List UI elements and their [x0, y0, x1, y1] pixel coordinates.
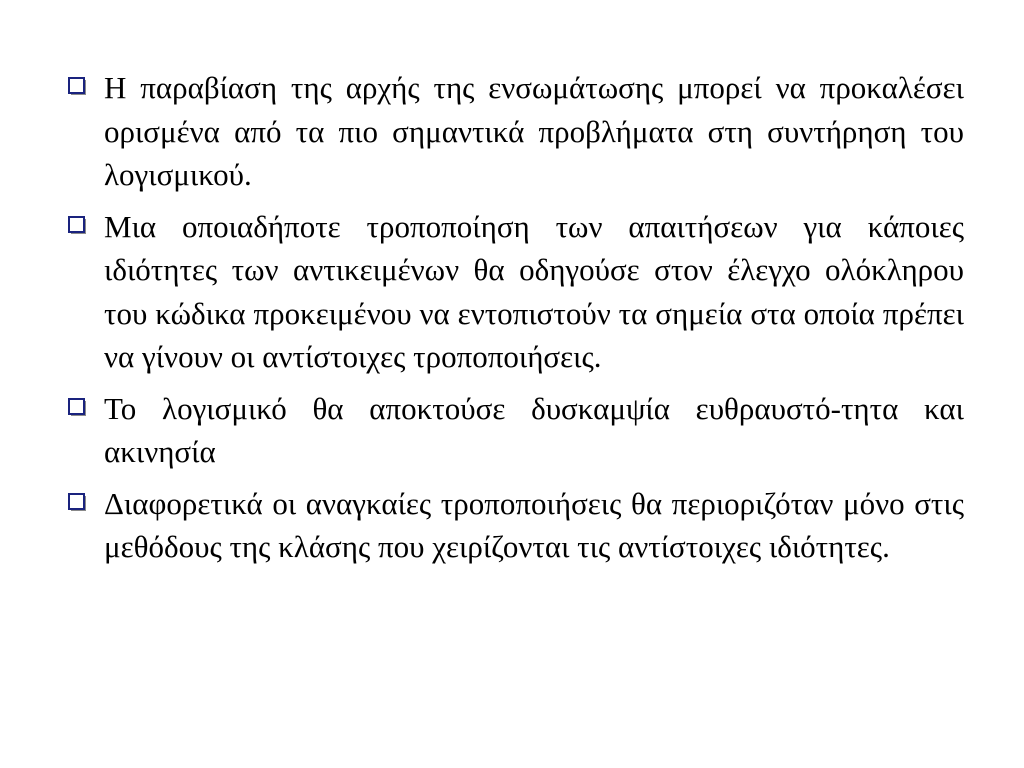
- bullet-list: [60, 66, 964, 577]
- bullet-item-4: [60, 482, 964, 569]
- bullet-item-1: [60, 66, 964, 197]
- bullet-item-3: [60, 387, 964, 474]
- bullet-item-2: [60, 205, 964, 379]
- hollow-square-bullet-icon: [68, 216, 87, 235]
- bullet-text: Διαφορετικά οι αναγκαίες τροποποιήσεις θα περιοριζόταν μόνο στις μεθόδους της κλάσης που χειρίζονται τις αντίστοιχες ιδιότητες.: [104, 485, 964, 564]
- bullet-text: Το λογισμικό θα αποκτούσε δυσκαμψία ευθραυστό-τητα και ακινησία: [104, 390, 964, 469]
- hollow-square-bullet-icon: [68, 77, 87, 96]
- hollow-square-bullet-icon: [68, 398, 87, 417]
- bullet-text: Μια οποιαδήποτε τροποποίηση των απαιτήσεων για κάποιες ιδιότητες των αντικειμένων θα οδηγούσε στον έλεγχο ολόκληρου του κώδικα προκειμένου να εντοπιστούν τα σημεία στα οποία πρέπει να γίνουν οι αντίστοιχες τροποποιήσεις.: [104, 208, 964, 374]
- hollow-square-bullet-icon: [68, 493, 87, 512]
- bullet-text: Η παραβίαση της αρχής της ενσωμάτωσης μπορεί να προκαλέσει ορισμένα από τα πιο σημαντικά προβλήματα στη συντήρηση του λογισμικού.: [104, 70, 964, 192]
